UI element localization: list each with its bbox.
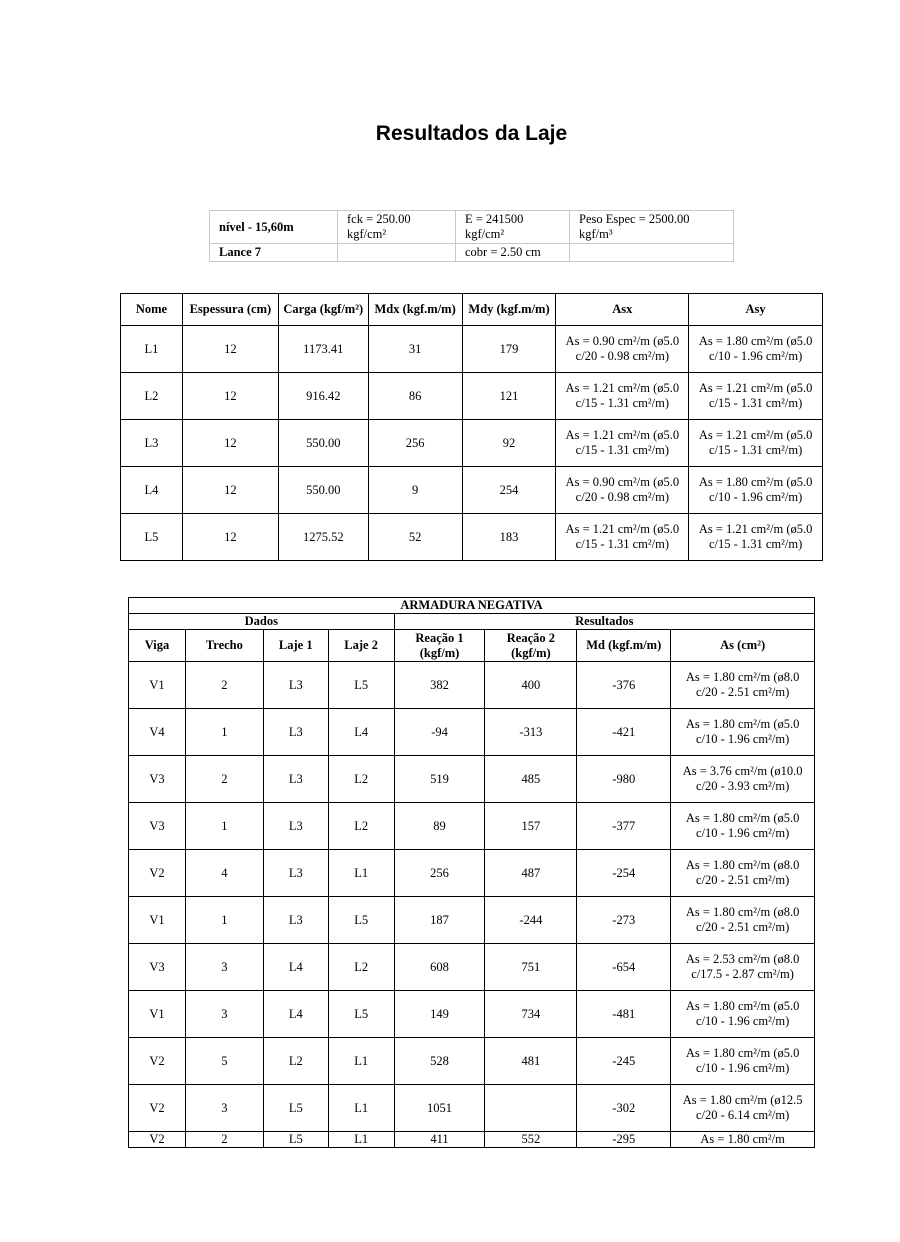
table-cell: 608 — [394, 944, 485, 991]
table-cell: L2 — [328, 944, 394, 991]
table-cell: L1 — [121, 326, 183, 373]
table-cell: As = 1.80 cm²/m (ø8.0 c/20 - 2.51 cm²/m) — [671, 850, 815, 897]
table-cell: 5 — [185, 1038, 263, 1085]
column-header: Mdx (kgf.m/m) — [368, 294, 462, 326]
table-cell: As = 1.21 cm²/m (ø5.0 c/15 - 1.31 cm²/m) — [689, 420, 823, 467]
table-cell: 734 — [485, 991, 577, 1038]
table-cell: V1 — [129, 662, 186, 709]
column-header: Trecho — [185, 630, 263, 662]
table-cell: As = 1.80 cm²/m (ø5.0 c/10 - 1.96 cm²/m) — [671, 1038, 815, 1085]
table-cell: 187 — [394, 897, 485, 944]
table-cell: 52 — [368, 514, 462, 561]
table-cell: 1051 — [394, 1085, 485, 1132]
table-cell: 751 — [485, 944, 577, 991]
table-cell: L4 — [121, 467, 183, 514]
table-cell: 256 — [368, 420, 462, 467]
material-info-table — [209, 210, 734, 262]
table-cell: 400 — [485, 662, 577, 709]
table-cell: As = 1.21 cm²/m (ø5.0 c/15 - 1.31 cm²/m) — [556, 420, 689, 467]
table-cell: L3 — [263, 803, 328, 850]
table-row — [129, 756, 815, 803]
table-cell: L5 — [263, 1085, 328, 1132]
table-cell: V2 — [129, 1132, 186, 1148]
column-header: Mdy (kgf.m/m) — [462, 294, 556, 326]
column-header: Espessura (cm) — [182, 294, 278, 326]
table-cell: As = 1.21 cm²/m (ø5.0 c/15 - 1.31 cm²/m) — [689, 514, 823, 561]
table-cell: V1 — [129, 991, 186, 1038]
table-row — [121, 467, 823, 514]
table-cell: L3 — [263, 662, 328, 709]
negative-table-title: ARMADURA NEGATIVA — [129, 598, 815, 614]
column-header: As (cm²) — [671, 630, 815, 662]
table-cell — [485, 1085, 577, 1132]
table-cell: L4 — [263, 944, 328, 991]
table-cell: -245 — [577, 1038, 671, 1085]
table-cell: 2 — [185, 756, 263, 803]
table-cell: 550.00 — [278, 420, 368, 467]
table-cell: 4 — [185, 850, 263, 897]
negative-reinforcement-table — [128, 597, 815, 1148]
table-cell: 3 — [185, 1085, 263, 1132]
table-cell: As = 1.80 cm²/m (ø8.0 c/20 - 2.51 cm²/m) — [671, 897, 815, 944]
table-cell: 528 — [394, 1038, 485, 1085]
table-cell: L3 — [263, 756, 328, 803]
table-cell: 86 — [368, 373, 462, 420]
table-cell: 149 — [394, 991, 485, 1038]
table-cell: V2 — [129, 1085, 186, 1132]
table-cell: L5 — [328, 662, 394, 709]
column-header: Asx — [556, 294, 689, 326]
column-header: Nome — [121, 294, 183, 326]
column-header: Viga — [129, 630, 186, 662]
cover-value: cobr = 2.50 cm — [456, 244, 570, 262]
table-cell: As = 0.90 cm²/m (ø5.0 c/20 - 0.98 cm²/m) — [556, 326, 689, 373]
table-cell: L5 — [328, 897, 394, 944]
table-cell: As = 3.76 cm²/m (ø10.0 c/20 - 3.93 cm²/m) — [671, 756, 815, 803]
specific-weight-value: Peso Espec = 2500.00 kgf/m³ — [570, 211, 734, 244]
table-cell: -273 — [577, 897, 671, 944]
elastic-modulus-value: E = 241500 kgf/cm² — [456, 211, 570, 244]
table-cell: As = 1.80 cm²/m (ø5.0 c/10 - 1.96 cm²/m) — [671, 991, 815, 1038]
table-cell: -254 — [577, 850, 671, 897]
table-cell: 519 — [394, 756, 485, 803]
table-cell: 1 — [185, 709, 263, 756]
column-header: Asy — [689, 294, 823, 326]
table-cell: V2 — [129, 850, 186, 897]
table-row — [129, 850, 815, 897]
table-cell: V1 — [129, 897, 186, 944]
table-cell: As = 1.80 cm²/m (ø5.0 c/10 - 1.96 cm²/m) — [671, 709, 815, 756]
table-cell: As = 1.80 cm²/m (ø5.0 c/10 - 1.96 cm²/m) — [689, 467, 823, 514]
table-cell: V3 — [129, 803, 186, 850]
table-cell: 12 — [182, 373, 278, 420]
table-cell: As = 1.80 cm²/m (ø12.5 c/20 - 6.14 cm²/m) — [671, 1085, 815, 1132]
table-cell: 552 — [485, 1132, 577, 1148]
table-cell: 12 — [182, 514, 278, 561]
table-cell: 183 — [462, 514, 556, 561]
table-cell: 179 — [462, 326, 556, 373]
table-cell: -377 — [577, 803, 671, 850]
table-cell: L2 — [121, 373, 183, 420]
table-cell: 9 — [368, 467, 462, 514]
table-cell: 254 — [462, 467, 556, 514]
table-cell: 916.42 — [278, 373, 368, 420]
table-cell: 487 — [485, 850, 577, 897]
table-cell: L4 — [328, 709, 394, 756]
table-cell: L1 — [328, 850, 394, 897]
table-row — [121, 420, 823, 467]
group-dados: Dados — [129, 614, 395, 630]
table-cell: L1 — [328, 1132, 394, 1148]
table-cell: 3 — [185, 944, 263, 991]
table-cell: L1 — [328, 1085, 394, 1132]
table-cell: 157 — [485, 803, 577, 850]
table-cell: L3 — [121, 420, 183, 467]
table-cell: L5 — [263, 1132, 328, 1148]
lance-label: Lance 7 — [210, 244, 338, 262]
table-cell: -421 — [577, 709, 671, 756]
table-cell: 1 — [185, 803, 263, 850]
table-cell: L5 — [328, 991, 394, 1038]
table-cell: 1 — [185, 897, 263, 944]
column-header: Laje 2 — [328, 630, 394, 662]
table-cell: 1275.52 — [278, 514, 368, 561]
page-title: Resultados da Laje — [375, 122, 568, 145]
empty-cell — [338, 244, 456, 262]
table-cell: 12 — [182, 326, 278, 373]
table-cell: As = 1.21 cm²/m (ø5.0 c/15 - 1.31 cm²/m) — [689, 373, 823, 420]
table-cell: L3 — [263, 709, 328, 756]
table-row — [121, 373, 823, 420]
table-cell: -313 — [485, 709, 577, 756]
table-cell: As = 1.80 cm²/m (ø5.0 c/10 - 1.96 cm²/m) — [689, 326, 823, 373]
table-cell: 31 — [368, 326, 462, 373]
table-cell: -481 — [577, 991, 671, 1038]
table-cell: L5 — [121, 514, 183, 561]
table-row — [129, 662, 815, 709]
table-cell: L4 — [263, 991, 328, 1038]
table-cell: 2 — [185, 662, 263, 709]
table-cell: -244 — [485, 897, 577, 944]
table-row — [129, 1085, 815, 1132]
table-cell: V2 — [129, 1038, 186, 1085]
table-row — [121, 514, 823, 561]
table-row — [129, 1038, 815, 1085]
table-cell: -295 — [577, 1132, 671, 1148]
table-cell: 12 — [182, 420, 278, 467]
fck-value: fck = 250.00 kgf/cm² — [338, 211, 456, 244]
table-cell: 3 — [185, 991, 263, 1038]
table-cell: As = 2.53 cm²/m (ø8.0 c/17.5 - 2.87 cm²/m) — [671, 944, 815, 991]
table-row — [129, 991, 815, 1038]
table-cell: L3 — [263, 850, 328, 897]
table-cell: As = 0.90 cm²/m (ø5.0 c/20 - 0.98 cm²/m) — [556, 467, 689, 514]
table-row — [129, 803, 815, 850]
table-cell: As = 1.80 cm²/m — [671, 1132, 815, 1148]
level-label: nível - 15,60m — [210, 211, 338, 244]
table-cell: -654 — [577, 944, 671, 991]
table-row — [129, 1132, 815, 1148]
table-cell: V4 — [129, 709, 186, 756]
column-header: Laje 1 — [263, 630, 328, 662]
slab-results-table — [120, 293, 823, 561]
table-cell: 485 — [485, 756, 577, 803]
table-row — [129, 897, 815, 944]
table-cell: 1173.41 — [278, 326, 368, 373]
table-cell: -980 — [577, 756, 671, 803]
table-cell: 92 — [462, 420, 556, 467]
column-header: Reação 2 (kgf/m) — [485, 630, 577, 662]
empty-cell — [570, 244, 734, 262]
table-cell: L2 — [263, 1038, 328, 1085]
table-cell: 550.00 — [278, 467, 368, 514]
table-cell: L1 — [328, 1038, 394, 1085]
table-cell: As = 1.21 cm²/m (ø5.0 c/15 - 1.31 cm²/m) — [556, 373, 689, 420]
table-row — [129, 944, 815, 991]
table-cell: L3 — [263, 897, 328, 944]
column-header: Reação 1 (kgf/m) — [394, 630, 485, 662]
table-row — [121, 326, 823, 373]
table-row — [129, 709, 815, 756]
table-cell: -94 — [394, 709, 485, 756]
table-cell: -302 — [577, 1085, 671, 1132]
table-cell: L2 — [328, 803, 394, 850]
table-cell: As = 1.80 cm²/m (ø8.0 c/20 - 2.51 cm²/m) — [671, 662, 815, 709]
table-cell: 256 — [394, 850, 485, 897]
table-cell: 481 — [485, 1038, 577, 1085]
table-cell: 2 — [185, 1132, 263, 1148]
table-cell: 12 — [182, 467, 278, 514]
table-cell: As = 1.21 cm²/m (ø5.0 c/15 - 1.31 cm²/m) — [556, 514, 689, 561]
table-cell: 89 — [394, 803, 485, 850]
table-cell: -376 — [577, 662, 671, 709]
table-cell: As = 1.80 cm²/m (ø5.0 c/10 - 1.96 cm²/m) — [671, 803, 815, 850]
table-cell: 411 — [394, 1132, 485, 1148]
table-cell: V3 — [129, 944, 186, 991]
group-resultados: Resultados — [394, 614, 814, 630]
table-cell: 382 — [394, 662, 485, 709]
column-header: Carga (kgf/m²) — [278, 294, 368, 326]
table-cell: V3 — [129, 756, 186, 803]
table-cell: L2 — [328, 756, 394, 803]
column-header: Md (kgf.m/m) — [577, 630, 671, 662]
table-cell: 121 — [462, 373, 556, 420]
